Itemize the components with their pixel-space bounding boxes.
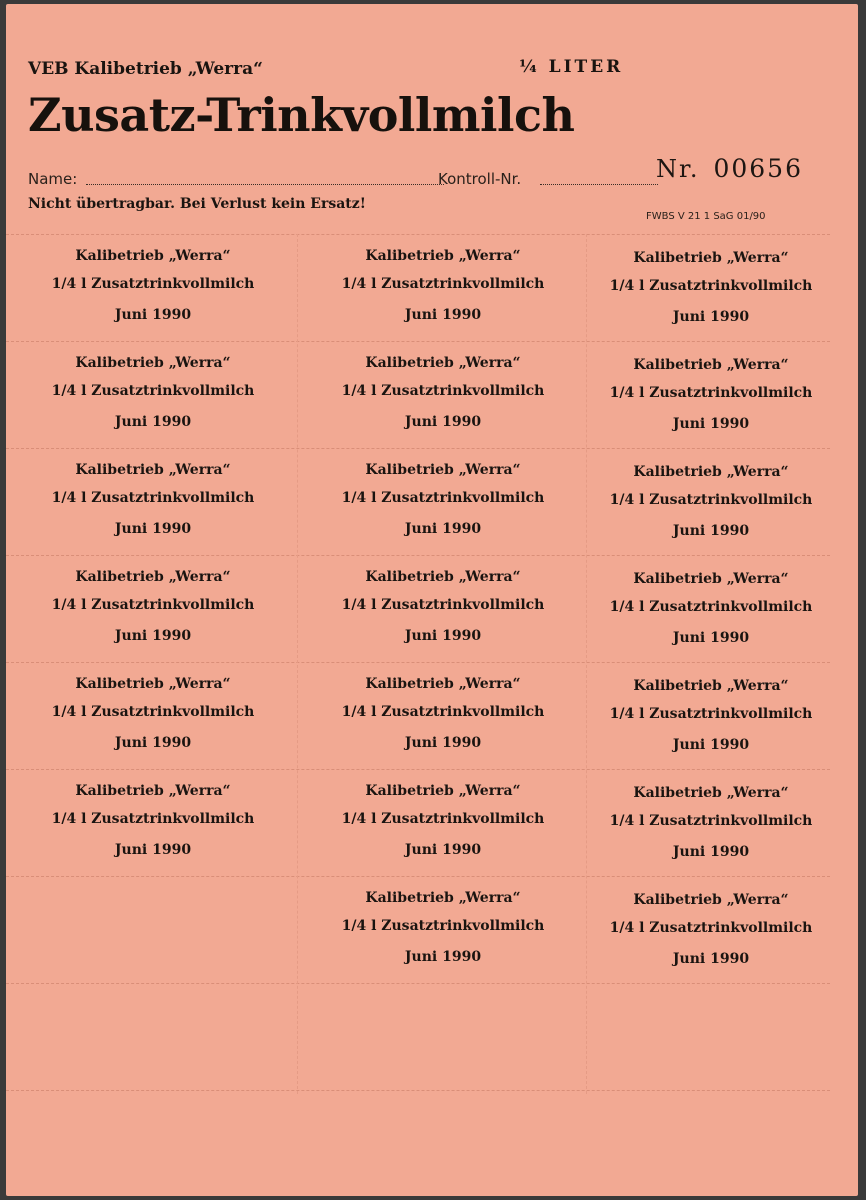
coupon-issuer: Kalibetrieb „Werra“ bbox=[633, 464, 789, 480]
coupon-issuer: Kalibetrieb „Werra“ bbox=[365, 462, 521, 478]
coupon-month: Juni 1990 bbox=[672, 523, 750, 539]
coupon-month: Juni 1990 bbox=[114, 628, 192, 644]
coupon-product: 1/4 l Zusatztrinkvollmilch bbox=[609, 706, 813, 722]
coupon-month: Juni 1990 bbox=[672, 844, 750, 860]
coupon[interactable] bbox=[566, 236, 856, 343]
coupon-product: 1/4 l Zusatztrinkvollmilch bbox=[609, 385, 813, 401]
coupon-issuer: Kalibetrieb „Werra“ bbox=[365, 569, 521, 585]
coupon[interactable] bbox=[8, 448, 298, 555]
coupon-month: Juni 1990 bbox=[404, 949, 482, 965]
coupon-product: 1/4 l Zusatztrinkvollmilch bbox=[609, 492, 813, 508]
coupon-product: 1/4 l Zusatztrinkvollmilch bbox=[341, 597, 545, 613]
coupon-product: 1/4 l Zusatztrinkvollmilch bbox=[51, 597, 255, 613]
coupon-month: Juni 1990 bbox=[114, 414, 192, 430]
coupon-product: 1/4 l Zusatztrinkvollmilch bbox=[609, 920, 813, 936]
coupon[interactable] bbox=[298, 876, 588, 983]
coupon-product: 1/4 l Zusatztrinkvollmilch bbox=[341, 490, 545, 506]
coupon[interactable] bbox=[8, 555, 298, 662]
coupon-product: 1/4 l Zusatztrinkvollmilch bbox=[341, 811, 545, 827]
coupon-month: Juni 1990 bbox=[114, 735, 192, 751]
coupon[interactable] bbox=[566, 771, 856, 878]
coupon-issuer: Kalibetrieb „Werra“ bbox=[633, 678, 789, 694]
serial-value: 00656 bbox=[713, 154, 803, 183]
control-number-field[interactable] bbox=[540, 184, 658, 185]
coupon-issuer: Kalibetrieb „Werra“ bbox=[365, 248, 521, 264]
coupon-month: Juni 1990 bbox=[404, 842, 482, 858]
coupon[interactable] bbox=[298, 234, 588, 341]
coupon-issuer: Kalibetrieb „Werra“ bbox=[75, 355, 231, 371]
coupon-product: 1/4 l Zusatztrinkvollmilch bbox=[609, 813, 813, 829]
coupon-product: 1/4 l Zusatztrinkvollmilch bbox=[51, 811, 255, 827]
coupon-month: Juni 1990 bbox=[672, 737, 750, 753]
coupon[interactable] bbox=[8, 341, 298, 448]
coupon-month: Juni 1990 bbox=[404, 628, 482, 644]
coupon[interactable] bbox=[566, 343, 856, 450]
coupon[interactable] bbox=[298, 555, 588, 662]
coupon-issuer: Kalibetrieb „Werra“ bbox=[633, 571, 789, 587]
coupon-product: 1/4 l Zusatztrinkvollmilch bbox=[51, 490, 255, 506]
coupon-issuer: Kalibetrieb „Werra“ bbox=[365, 890, 521, 906]
serial-prefix: Nr. bbox=[656, 155, 700, 183]
name-control-row bbox=[28, 170, 668, 192]
coupon-month: Juni 1990 bbox=[404, 735, 482, 751]
non-transferable-notice: Nicht übertragbar. Bei Verlust kein Ersatz! bbox=[28, 196, 366, 212]
coupon[interactable] bbox=[298, 448, 588, 555]
coupon-product: 1/4 l Zusatztrinkvollmilch bbox=[51, 704, 255, 720]
control-number-label: Kontroll-Nr. bbox=[438, 170, 522, 188]
serial-number bbox=[656, 154, 803, 183]
coupon[interactable] bbox=[566, 664, 856, 771]
coupon-product: 1/4 l Zusatztrinkvollmilch bbox=[341, 704, 545, 720]
coupon-product: 1/4 l Zusatztrinkvollmilch bbox=[341, 918, 545, 934]
coupon[interactable] bbox=[298, 769, 588, 876]
coupon-issuer: Kalibetrieb „Werra“ bbox=[365, 355, 521, 371]
coupon-month: Juni 1990 bbox=[672, 951, 750, 967]
publisher-name: VEB Kalibetrieb „Werra“ bbox=[28, 59, 263, 79]
name-field[interactable] bbox=[86, 184, 444, 185]
coupon-issuer: Kalibetrieb „Werra“ bbox=[365, 676, 521, 692]
coupon-month: Juni 1990 bbox=[404, 521, 482, 537]
coupon[interactable] bbox=[8, 662, 298, 769]
coupon-issuer: Kalibetrieb „Werra“ bbox=[75, 248, 231, 264]
volume-label: ¼ LITER bbox=[519, 57, 624, 77]
coupon-issuer: Kalibetrieb „Werra“ bbox=[75, 569, 231, 585]
coupon[interactable] bbox=[298, 341, 588, 448]
coupon-month: Juni 1990 bbox=[114, 307, 192, 323]
coupon[interactable] bbox=[8, 234, 298, 341]
coupon-product: 1/4 l Zusatztrinkvollmilch bbox=[341, 383, 545, 399]
coupon-grid bbox=[6, 234, 858, 1094]
coupon[interactable] bbox=[298, 662, 588, 769]
coupon-issuer: Kalibetrieb „Werra“ bbox=[75, 676, 231, 692]
coupon-issuer: Kalibetrieb „Werra“ bbox=[633, 357, 789, 373]
coupon-month: Juni 1990 bbox=[114, 521, 192, 537]
coupon-month: Juni 1990 bbox=[672, 630, 750, 646]
coupon-month: Juni 1990 bbox=[114, 842, 192, 858]
coupon-issuer: Kalibetrieb „Werra“ bbox=[365, 783, 521, 799]
coupon-issuer: Kalibetrieb „Werra“ bbox=[633, 250, 789, 266]
coupon-product: 1/4 l Zusatztrinkvollmilch bbox=[51, 383, 255, 399]
perforation-line bbox=[6, 1090, 830, 1091]
milk-ration-card bbox=[6, 4, 858, 1196]
coupon[interactable] bbox=[8, 769, 298, 876]
card-title: Zusatz-Trinkvollmilch bbox=[28, 88, 575, 142]
coupon-month: Juni 1990 bbox=[672, 416, 750, 432]
coupon-issuer: Kalibetrieb „Werra“ bbox=[75, 783, 231, 799]
coupon[interactable] bbox=[566, 878, 856, 985]
coupon-month: Juni 1990 bbox=[672, 309, 750, 325]
coupon-month: Juni 1990 bbox=[404, 307, 482, 323]
coupon-issuer: Kalibetrieb „Werra“ bbox=[75, 462, 231, 478]
coupon-issuer: Kalibetrieb „Werra“ bbox=[633, 785, 789, 801]
print-code: FWBS V 21 1 SaG 01/90 bbox=[646, 211, 766, 222]
coupon-month: Juni 1990 bbox=[404, 414, 482, 430]
coupon[interactable] bbox=[566, 450, 856, 557]
coupon-issuer: Kalibetrieb „Werra“ bbox=[633, 892, 789, 908]
coupon[interactable] bbox=[566, 557, 856, 664]
coupon-product: 1/4 l Zusatztrinkvollmilch bbox=[609, 278, 813, 294]
coupon-product: 1/4 l Zusatztrinkvollmilch bbox=[51, 276, 255, 292]
coupon-product: 1/4 l Zusatztrinkvollmilch bbox=[609, 599, 813, 615]
name-label: Name: bbox=[28, 170, 78, 188]
coupon-product: 1/4 l Zusatztrinkvollmilch bbox=[341, 276, 545, 292]
